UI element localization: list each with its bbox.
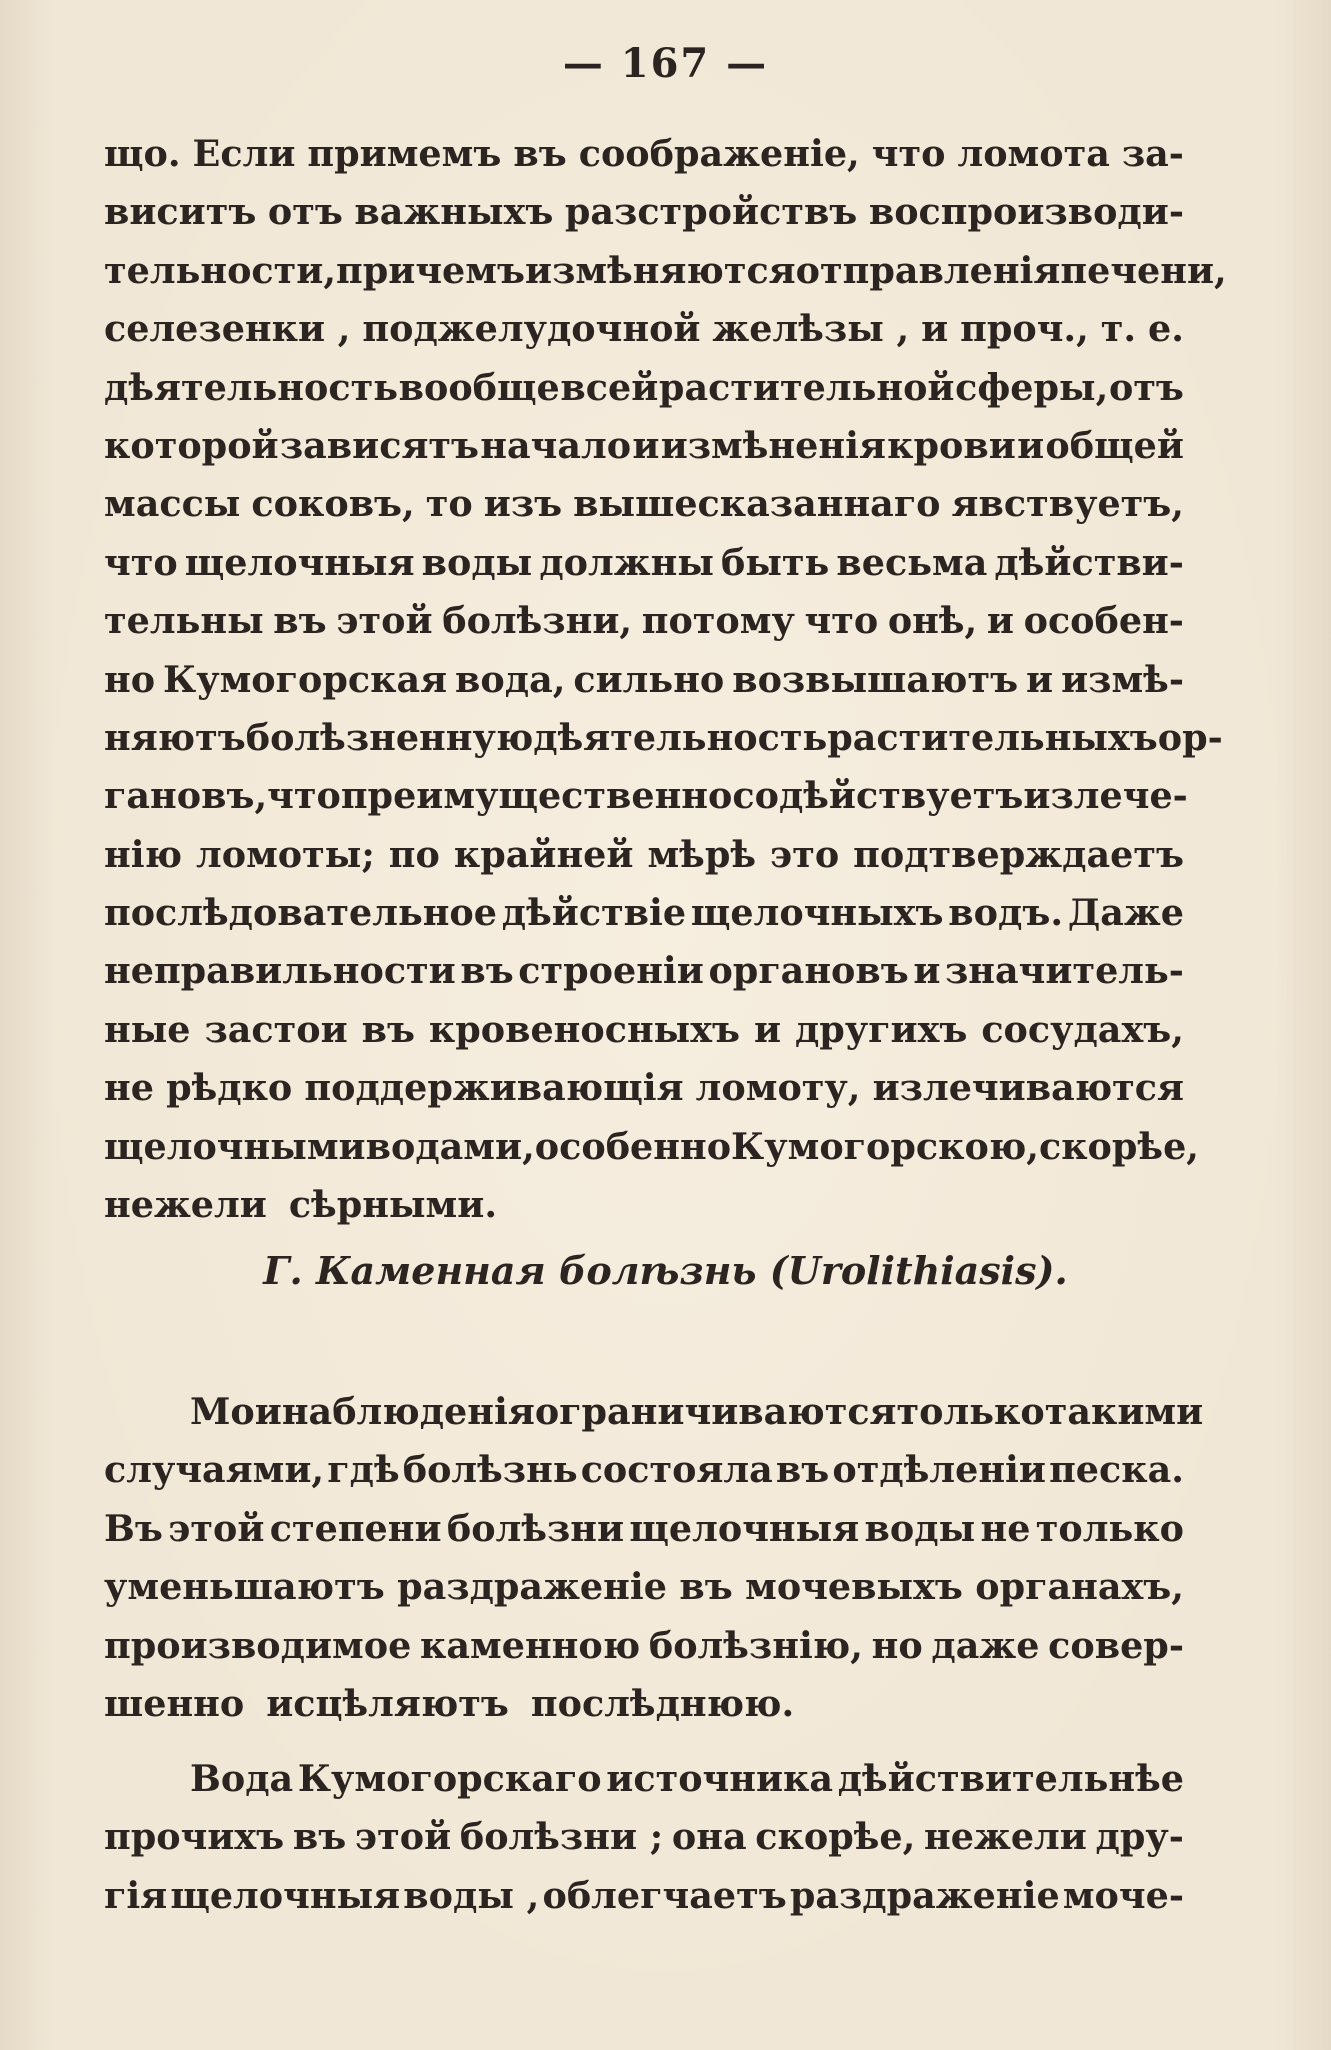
text-line [104, 1675, 1184, 1733]
word: Кумогорскаго [297, 1757, 602, 1800]
paragraph-3 [104, 1750, 1184, 1925]
word: сильно [573, 657, 725, 701]
word: щелочныя [629, 1506, 860, 1550]
word: въ [292, 1815, 347, 1859]
word: рѣдко [166, 1066, 293, 1110]
word: болѣзни ; [459, 1815, 664, 1859]
word: вообще [398, 365, 560, 409]
word: Если [192, 132, 296, 175]
word: явствуетъ, [951, 482, 1184, 526]
word: которой [104, 423, 279, 467]
text-line [104, 359, 1184, 417]
word: что [804, 599, 879, 643]
word: ломоты; [196, 832, 375, 876]
word: только [896, 1390, 1045, 1433]
text-line [104, 1867, 1184, 1925]
word: гія [104, 1873, 168, 1917]
word: и [1026, 657, 1054, 701]
text-line [104, 242, 1227, 300]
word: дѣятельность [104, 365, 398, 409]
word: то [425, 482, 473, 526]
word: Вода [190, 1757, 294, 1800]
word: изъ [483, 482, 563, 526]
word: этой [354, 1815, 452, 1859]
word: важныхъ [354, 190, 554, 234]
word: нію [104, 832, 183, 876]
word: но [104, 657, 156, 701]
word: этой [168, 1506, 265, 1550]
word: дѣйстви- [994, 540, 1184, 584]
word: водъ. [948, 891, 1064, 935]
word: случаями, [104, 1448, 325, 1492]
word: кровеносныхъ [428, 1007, 741, 1051]
word: няютъ [104, 715, 246, 759]
word: гановъ, [104, 774, 268, 818]
section-heading: Г. Каменная болѣзнь (Urolithiasis). [263, 1248, 1068, 1293]
word: органахъ, [975, 1565, 1184, 1609]
word: производимое [104, 1623, 412, 1667]
word: раздраженіе [397, 1565, 667, 1609]
word: Кумогорскою, [731, 1124, 1039, 1168]
word: это [770, 832, 840, 876]
word: селезенки , [104, 307, 351, 351]
word: по [388, 832, 440, 876]
word: только [1035, 1506, 1184, 1550]
word: содѣйствуетъ [732, 774, 1024, 818]
word: прочихъ [104, 1815, 285, 1859]
word: въ [273, 599, 327, 643]
word: при [336, 248, 416, 292]
word: скорѣе, [1038, 1124, 1200, 1168]
text-line [104, 709, 1223, 767]
word: отдѣленіи [832, 1448, 1046, 1492]
word: виситъ [104, 190, 257, 234]
word: що. [104, 132, 181, 175]
text-line [104, 1500, 1184, 1558]
word: общей [1045, 423, 1184, 467]
word: совер- [1048, 1623, 1184, 1667]
word: ограничиваются [534, 1390, 897, 1433]
text-line [104, 183, 1184, 241]
word: болѣзненную [245, 715, 534, 759]
word: Даже [1067, 891, 1184, 935]
text-line [104, 1441, 1184, 1499]
word: вышесказаннаго [573, 482, 941, 526]
text-line [104, 767, 1188, 825]
word: значитель- [945, 949, 1184, 993]
word: но [871, 1623, 923, 1667]
word: болѣзни [446, 1506, 625, 1550]
word: всей [560, 365, 659, 409]
word: отъ [1108, 365, 1184, 409]
word: крови [887, 423, 1016, 467]
word: т. [1100, 307, 1137, 351]
word: дѣйствительнѣе [837, 1757, 1184, 1800]
word: печени, [1060, 248, 1227, 292]
word: дѣятельность [533, 715, 828, 759]
word: не [980, 1506, 1031, 1550]
word: даже [931, 1623, 1040, 1667]
word: этой [336, 599, 433, 643]
word: застои [204, 1007, 348, 1051]
word: и [986, 599, 1014, 643]
word: излечиваются [872, 1066, 1184, 1110]
text-line [104, 475, 1184, 533]
word: измѣ- [1061, 657, 1184, 701]
word: въ [460, 949, 514, 993]
word: уменьшаютъ [104, 1565, 385, 1609]
word: онѣ, [887, 599, 978, 643]
paragraph-1 [104, 125, 1227, 1234]
word: Мои [190, 1390, 282, 1433]
word: быть [721, 540, 830, 584]
word: Кумогорская [163, 657, 448, 701]
word: послѣдовательное [104, 891, 497, 935]
word: сферы, [955, 365, 1109, 409]
text-line [104, 1001, 1184, 1059]
text-line [104, 1558, 1184, 1616]
word: крайней [453, 832, 634, 876]
text-line [104, 1617, 1184, 1675]
word: болѣзни, [442, 599, 633, 643]
word: такими [1044, 1390, 1204, 1433]
word: желѣзы , [712, 307, 910, 351]
word: не [104, 1066, 154, 1110]
text-line [104, 1383, 1204, 1441]
word: чемъ [415, 248, 525, 292]
word: что [104, 540, 178, 584]
word: нежели [924, 1815, 1087, 1859]
text-line [104, 417, 1184, 475]
word: органовъ [708, 949, 909, 993]
word: шенно [104, 1681, 245, 1725]
word: болѣзнь [402, 1448, 578, 1492]
word: воды [421, 540, 533, 584]
word: растительной [658, 365, 955, 409]
text-line [104, 125, 1184, 183]
text-line [104, 1118, 1200, 1176]
word: мочевыхъ [745, 1565, 963, 1609]
word: поджелудочной [362, 307, 701, 351]
word: воды [864, 1506, 976, 1550]
word: тельности, [104, 248, 337, 292]
word: возвышаютъ [732, 657, 1019, 701]
word: что [871, 132, 946, 175]
word: и [913, 949, 941, 993]
text-line [104, 826, 1184, 884]
word: примемъ [307, 132, 502, 175]
word: вода, [455, 657, 566, 701]
word: песка. [1049, 1448, 1184, 1492]
word: моче- [1062, 1873, 1184, 1917]
word: весьма [836, 540, 988, 584]
word: сѣрными. [288, 1183, 498, 1227]
text-line [104, 300, 1184, 358]
word: подтверждаетъ [853, 832, 1184, 876]
text-line [104, 942, 1184, 1000]
word: наблюденія [281, 1390, 535, 1433]
word: гдѣ [327, 1448, 400, 1492]
word: должны [539, 540, 714, 584]
word: массы [104, 482, 241, 526]
word: водами, [365, 1124, 535, 1168]
text-line [104, 534, 1184, 592]
word: соображеніе, [578, 132, 860, 175]
word: е. [1148, 307, 1184, 351]
word: проч., [960, 307, 1089, 351]
word: въ [679, 1565, 733, 1609]
word: что [267, 774, 341, 818]
word: потому [641, 599, 795, 643]
word: состояла [580, 1448, 773, 1492]
word: дѣйствіе [501, 891, 687, 935]
word: щелочныя [184, 540, 415, 584]
word: облегчаетъ [542, 1873, 787, 1917]
word: соковъ, [251, 482, 415, 526]
word: ор- [1157, 715, 1223, 759]
text-line [104, 592, 1184, 650]
word: и [753, 1007, 782, 1051]
word: исцѣляютъ [266, 1681, 509, 1725]
word: Въ [104, 1506, 163, 1550]
word: растительныхъ [827, 715, 1158, 759]
word: воспроизводи- [868, 190, 1184, 234]
word: и [1017, 423, 1045, 467]
word: она [671, 1815, 747, 1859]
word: въ [775, 1448, 830, 1492]
word: болѣзнію, [648, 1623, 863, 1667]
word: разстройствъ [564, 190, 858, 234]
text-line [104, 1059, 1184, 1117]
word: скорѣе, [755, 1815, 916, 1859]
word: источника [606, 1757, 834, 1800]
word: отправленія [795, 248, 1061, 292]
paragraph-2 [104, 1383, 1204, 1733]
word: въ [513, 132, 567, 175]
text-line [104, 1750, 1184, 1808]
word: за- [1121, 132, 1184, 175]
word: щелочныя [170, 1873, 401, 1917]
word: щелочными [104, 1124, 366, 1168]
word: ломота [957, 132, 1110, 175]
text-line [104, 1808, 1184, 1866]
word: зависятъ [279, 423, 480, 467]
word: неправильности [104, 949, 456, 993]
word: воды , [403, 1873, 540, 1917]
word: каменною [420, 1623, 641, 1667]
word: излече- [1023, 774, 1188, 818]
word: нежели [104, 1183, 267, 1227]
text-line [104, 884, 1184, 942]
word: отъ [267, 190, 343, 234]
word: ломоту, [695, 1066, 861, 1110]
word: щелочныхъ [690, 891, 944, 935]
word: мѣрѣ [647, 832, 757, 876]
word: поддерживающія [304, 1066, 684, 1110]
word: другихъ [794, 1007, 968, 1051]
word: раздраженіе [789, 1873, 1060, 1917]
word: степени [269, 1506, 442, 1550]
word: ные [104, 1007, 191, 1051]
word: измѣняются [525, 248, 796, 292]
word: особенно [534, 1124, 732, 1168]
word: строеніи [518, 949, 704, 993]
word: послѣднюю. [530, 1681, 795, 1725]
word: измѣненія [660, 423, 886, 467]
word: дру- [1095, 1815, 1184, 1859]
word: особен- [1023, 599, 1184, 643]
word: начало [480, 423, 632, 467]
word: и [921, 307, 949, 351]
text-line [104, 1176, 1184, 1234]
word: и [632, 423, 660, 467]
page-number: — 167 — [562, 40, 769, 87]
word: сосудахъ, [981, 1007, 1184, 1051]
word: преимущественно [340, 774, 733, 818]
word: въ [361, 1007, 415, 1051]
word: тельны [104, 599, 264, 643]
text-line [104, 651, 1184, 709]
